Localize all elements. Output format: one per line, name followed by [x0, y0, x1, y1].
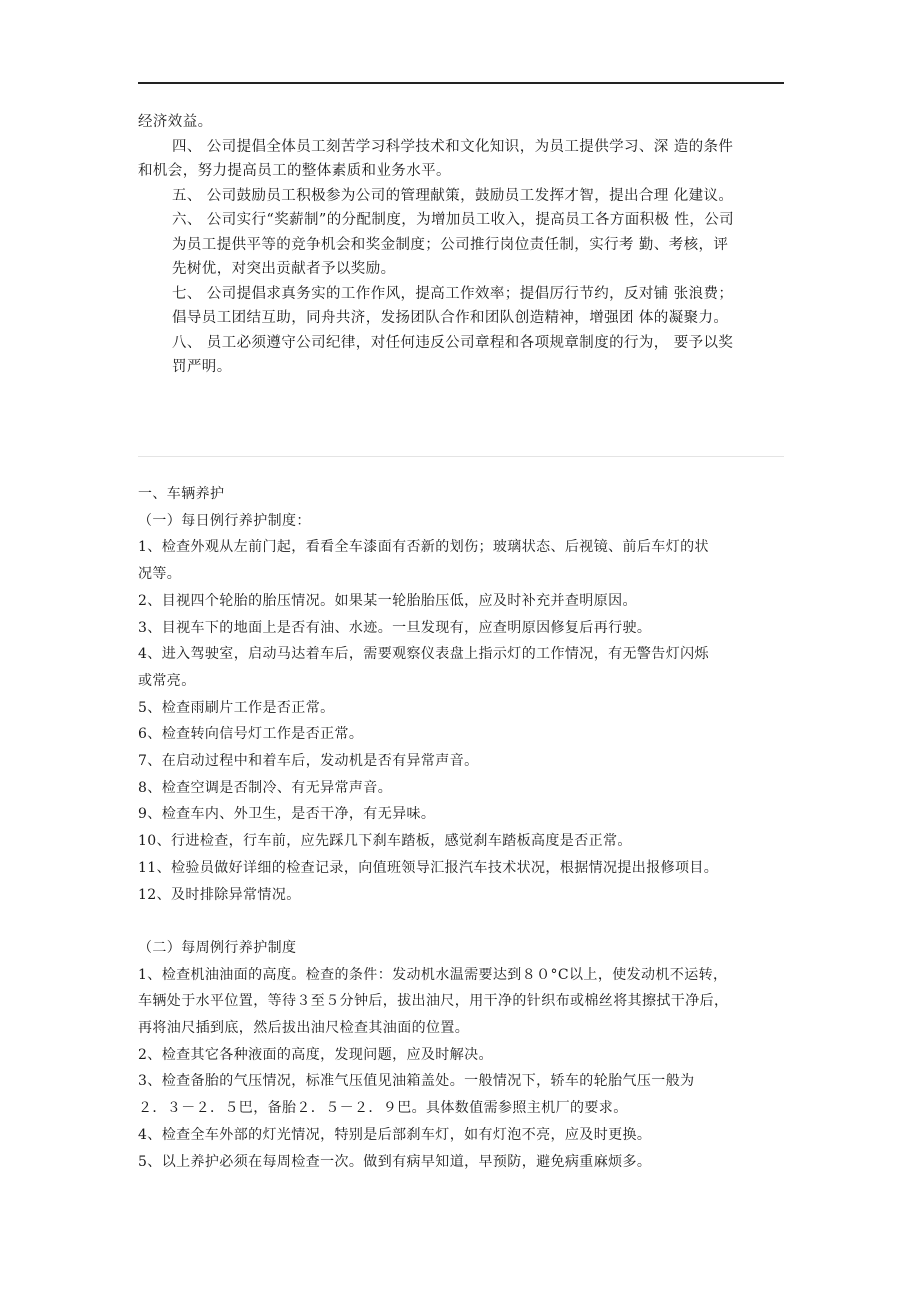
list-item: 4、进入驾驶室，启动马达着车后，需要观察仪表盘上指示灯的工作情况，有无警告灯闪烁 [138, 646, 709, 663]
list-item: 1、检查外观从左前门起，看看全车漆面有否新的划伤；玻璃状态、后视镜、前后车灯的状 [138, 539, 709, 556]
vehicle-maintenance-section [138, 481, 788, 1175]
list-item: 2、检查其它各种液面的高度，发现问题，应及时解决。 [138, 1046, 493, 1063]
company-rules-section [138, 110, 788, 380]
header-rule [138, 82, 784, 84]
list-item: 或常亮。 [138, 672, 196, 689]
list-item: 再将油尺插到底，然后拔出油尺检查其油面的位置。 [138, 1020, 470, 1037]
text-line: 八、 员工必须遵守公司纪律，对任何违反公司章程和各项规章制度的行为， 要予以奖 [172, 334, 734, 351]
text-line: 五、 公司鼓励员工积极参为公司的管理献策，鼓励员工发挥才智，提出合理 化建议。 [172, 187, 734, 204]
list-item: 5、以上养护必须在每周检查一次。做到有病早知道，早预防，避免病重麻烦多。 [138, 1153, 652, 1170]
text-line: 先树优，对突出贡献者予以奖励。 [172, 261, 396, 277]
section-heading: 一、车辆养护 [138, 486, 225, 502]
text-line: 罚严明。 [172, 359, 232, 375]
blank-line [138, 908, 788, 935]
list-item: 7、在启动过程中和着车后，发动机是否有异常声音。 [138, 753, 479, 770]
list-item: 9、检查车内、外卫生，是否干净，有无异味。 [138, 806, 436, 823]
list-item: 4、检查全车外部的灯光情况，特别是后部刹车灯，如有灯泡不亮，应及时更换。 [138, 1126, 652, 1143]
list-item: 3、目视车下的地面上是否有油、水迹。一旦发现有，应查明原因修复后再行驶。 [138, 619, 652, 636]
list-item: 10、行进检查，行车前，应先踩几下刹车踏板，感觉刹车踏板高度是否正常。 [138, 833, 632, 850]
text-line: 倡导员工团结互助，同舟共济，发扬团队合作和团队创造精神，增强团 体的凝聚力。 [172, 310, 729, 326]
text-line: 七、 公司提倡求真务实的工作作风，提高工作效率；提倡厉行节约，反对铺 张浪费； [172, 285, 734, 302]
text-line: 为员工提供平等的竞争机会和奖金制度；公司推行岗位责任制，实行考 勤、考核，评 [172, 236, 729, 253]
list-item: ２．３－２．５巴，备胎２．５－２．９巴。具体数值需参照主机厂的要求。 [138, 1100, 628, 1117]
subsection-heading: （二）每周例行养护制度 [138, 939, 297, 956]
list-item: 1、检查机油油面的高度。检查的条件：发动机水温需要达到８０°C以上，使发动机不运转， [138, 966, 728, 983]
text-line: 四、 公司提倡全体员工刻苦学习科学技术和文化知识，为员工提供学习、深 造的条件 [172, 138, 734, 155]
list-item: 3、检查备胎的气压情况，标准气压值见油箱盖处。一般情况下，轿车的轮胎气压一般为 [138, 1073, 695, 1090]
text-line: 六、 公司实行“奖薪制”的分配制度，为增加员工收入，提高员工各方面积极 性，公司 [172, 212, 735, 228]
list-item: 况等。 [138, 566, 182, 583]
list-item: 11、检验员做好详细的检查记录，向值班领导汇报汽车技术状况，根据情况提出报修项目。 [138, 859, 719, 876]
list-item: 6、检查转向信号灯工作是否正常。 [138, 726, 364, 743]
list-item: 5、检查雨刷片工作是否正常。 [138, 699, 335, 716]
list-item: 8、检查空调是否制冷、有无异常声音。 [138, 779, 393, 796]
section-divider [138, 456, 784, 457]
text-line: 经济效益。 [138, 114, 213, 130]
text-line: 和机会，努力提高员工的整体素质和业务水平。 [138, 163, 451, 179]
list-item: 2、目视四个轮胎的胎压情况。如果某一轮胎胎压低，应及时补充并查明原因。 [138, 592, 637, 609]
list-item: 12、及时排除异常情况。 [138, 886, 301, 903]
list-item: 车辆处于水平位置，等待３至５分钟后，拔出油尺，用干净的针织布或棉丝将其擦拭干净后， [138, 993, 729, 1010]
subsection-heading: （一）每日例行养护制度： [138, 512, 311, 529]
